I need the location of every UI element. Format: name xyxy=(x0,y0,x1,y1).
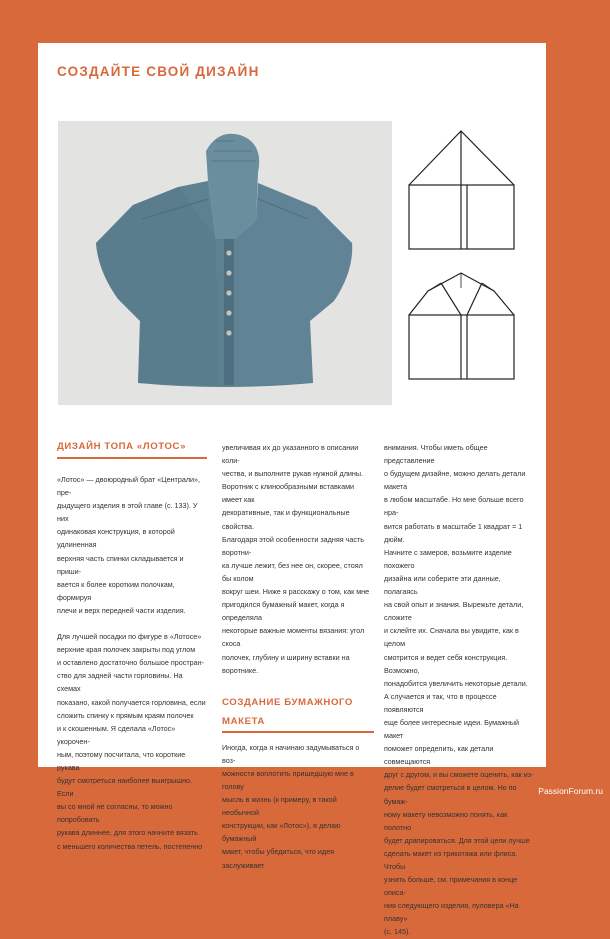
text-line: будут смотреться наиболее выигрышно. Если xyxy=(57,776,192,799)
text-line: Иногда, когда я начинаю задумываться о воз- xyxy=(222,742,360,765)
text-line: делие будет смотреться в целом. Но по бумаж- xyxy=(384,783,517,806)
text-line: Начните с замеров, возьмите изделие похожего xyxy=(384,547,512,570)
text-line: о будущем дизайне, можно делать детали макета xyxy=(384,469,526,492)
text-line: некоторые важные моменты вязания: угол скоса xyxy=(222,626,365,649)
text-line: пригодился бумажный макет, когда я определяла xyxy=(222,600,345,623)
column-3 xyxy=(384,441,534,939)
text-line: ство для задней части горловины. На схемах xyxy=(57,671,183,694)
text-line: макет, чтобы убедиться, что идея заслуживает xyxy=(222,847,334,870)
text-line: сделать макет из трикотажа или флиса. Чтобы xyxy=(384,848,518,871)
text-line: в любом масштабе. Но мне больше всего нра- xyxy=(384,495,524,518)
section-title-lotus: ДИЗАЙН ТОПА «ЛОТОС» xyxy=(57,441,187,452)
text-line: понадобится увеличить некоторые детали. xyxy=(384,678,528,688)
watermark: PassionForum.ru xyxy=(538,786,603,796)
text-line: дыдущего изделия в этой главе (с. 133). У них xyxy=(57,501,198,524)
text-line: вается к более коротким полочкам, формируя xyxy=(57,579,175,602)
text-line: на свой опыт и знания. Вырежьте детали, сложите xyxy=(384,600,524,623)
text-line: внимания. Чтобы иметь общее представление xyxy=(384,443,488,466)
text-line: «Лотос» — двоюродный брат «Централи», пре- xyxy=(57,475,201,498)
paragraph xyxy=(222,741,374,872)
text-line: увеличивая их до указанного в описании коли- xyxy=(222,443,359,466)
section-title-paper-model-line2: МАКЕТА xyxy=(222,715,265,727)
text-line: вокруг шеи. Ниже я расскажу о том, как мне xyxy=(222,587,370,597)
text-line: вится работать в масштабе 1 квадрат = 1 дюйм. xyxy=(384,521,523,544)
text-line: (с. 145). xyxy=(384,927,411,937)
paragraph xyxy=(384,441,534,939)
paper-pattern-diagrams xyxy=(406,123,531,393)
text-line: А случается и так, что в процессе появляются xyxy=(384,691,497,714)
text-line: декоративные, так и функциональные свойства. xyxy=(222,508,350,531)
paragraph xyxy=(222,441,374,677)
text-line: узнать больше, см. примечания в конце описа- xyxy=(384,875,518,898)
text-line: чества, и выполните рукав нужной длины. xyxy=(222,469,364,479)
text-line: верхняя часть спинки складывается и приши- xyxy=(57,553,184,576)
section-paper-model xyxy=(222,693,374,733)
section-divider xyxy=(57,457,207,459)
text-line: смотрится и ведет себя конструкция. Возможно, xyxy=(384,652,508,675)
section-divider xyxy=(222,731,374,733)
text-line: и к скошенным. Я сделала «Лотос» укорочен- xyxy=(57,723,176,746)
text-line: Благодаря этой особенности задняя часть воротни- xyxy=(222,534,365,557)
column-2 xyxy=(222,441,374,872)
text-line: одинаковая конструкция, в которой удлиненная xyxy=(57,527,175,550)
text-line: Воротник с клинообразными вставками имеет как xyxy=(222,482,355,505)
text-line: рукава длиннее, для этого начните вязать xyxy=(57,828,198,838)
text-line: ным, поэтому посчитала, что короткие рукава xyxy=(57,749,186,772)
text-line: показано, какой получается горловина, если xyxy=(57,697,206,707)
text-line: друг с другом, и вы сможете оценить, как из- xyxy=(384,770,534,780)
text-line: дизайна или соберите эти данные, полагаясь xyxy=(384,573,501,597)
column-1 xyxy=(57,441,207,853)
text-line: можности воплотить пришедшую мне в голову xyxy=(222,768,354,791)
text-line: вы со мной не согласны, то можно попробовать xyxy=(57,802,173,825)
text-line: полочек, глубину и ширину вставки на воротнике. xyxy=(222,652,350,675)
paragraph xyxy=(57,630,207,853)
section-title-paper-model-line1: СОЗДАНИЕ БУМАЖНОГО xyxy=(222,696,353,708)
paragraph xyxy=(57,473,207,617)
text-line: ния следующего изделия, пуловера «На плаву» xyxy=(384,901,519,924)
text-line: Для лучшей посадки по фигуре в «Лотосе» xyxy=(57,632,202,642)
text-line: мысль в жизнь (к примеру, в такой необычной xyxy=(222,795,337,818)
text-line: конструкции, как «Лотос»), я делаю бумажный xyxy=(222,821,341,844)
text-line: плечи и верх передней части изделия. xyxy=(57,605,186,615)
page xyxy=(38,43,546,937)
text-line: еще более интересные идеи. Бумажный макет xyxy=(384,717,520,741)
text-line: и склейте их. Сначала вы увидите, как в целом xyxy=(384,626,519,649)
text-line: ному макету невозможно понять, как полотно xyxy=(384,809,508,832)
text-line: ка лучше лежит, без нее он, скорее, стоял бы колом xyxy=(222,560,363,583)
page-title: СОЗДАЙТЕ СВОЙ ДИЗАЙН xyxy=(57,64,260,79)
text-line: и оставлено достаточно большое простран- xyxy=(57,658,204,668)
text-line: с меньшего количества петель, постепенно xyxy=(57,841,203,851)
text-line: верхние края полочек закрыты под углом xyxy=(57,645,196,655)
text-line: поможет определить, как детали совмещаются xyxy=(384,744,494,767)
text-line: будет драпироваться. Для этой цели лучше xyxy=(384,835,530,845)
text-line: сложить спинку к прямым краям полочек xyxy=(57,710,194,720)
knitted-top-photo xyxy=(58,121,392,405)
